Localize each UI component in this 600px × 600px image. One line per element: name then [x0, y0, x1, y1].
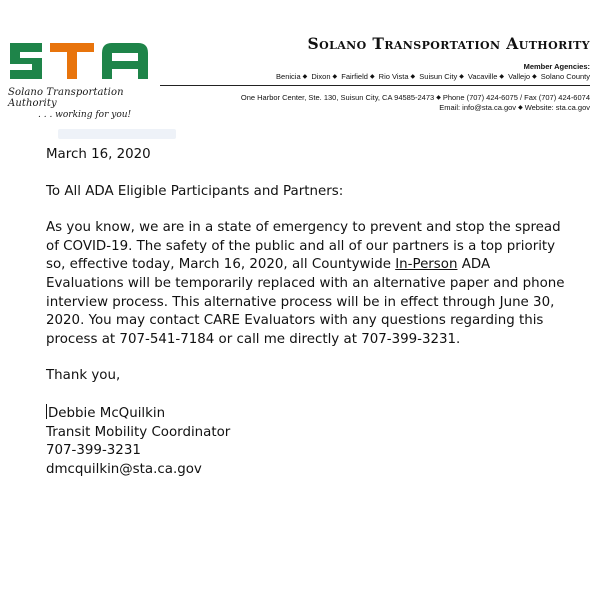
letter-body: [46, 146, 566, 479]
sta-logo: [8, 37, 154, 85]
signature-name: Debbie McQuilkin: [48, 405, 166, 421]
faint-artifact-bar: [58, 129, 176, 139]
logo-caption: [8, 87, 168, 120]
paragraph-text: As you know, we are in a state of emergency to prevent and stop the spread of COVID-19. The safety of the public and all of our partners is a top priority so, effective today, March 16, 2020, all Countywide: [46, 220, 561, 273]
text-cursor-icon: [46, 404, 47, 419]
diamond-separator-icon: ◆: [410, 74, 416, 80]
member-agency: Benicia: [276, 72, 301, 81]
member-agencies-list: [276, 72, 590, 81]
diamond-separator-icon: ◆: [436, 95, 441, 101]
sta-logo-mark: [8, 37, 154, 85]
diamond-separator-icon: ◆: [518, 105, 523, 111]
diamond-separator-icon: ◆: [459, 74, 464, 80]
phone-fax: Phone (707) 424-6075 / Fax (707) 424-6074: [442, 93, 590, 102]
logo-motto: . . . working for you!: [38, 110, 132, 120]
member-agency: Fairfield: [341, 72, 368, 81]
contact-line: [439, 103, 590, 112]
paragraph-underlined-text: In-Person: [395, 257, 458, 273]
signature-phone: 707-399-3231: [46, 443, 141, 459]
logo-tagline: Solano Transportation Authority: [8, 87, 124, 109]
diamond-separator-icon: ◆: [302, 74, 308, 80]
letter-date: March 16, 2020: [46, 147, 151, 162]
letter-salutation: To All ADA Eligible Participants and Partners:: [46, 183, 344, 199]
member-agency: Dixon: [311, 72, 331, 81]
signature-email[interactable]: dmcquilkin@sta.ca.gov: [46, 461, 202, 477]
paragraph-text: ADA Evaluations will be temporarily replaced with an alternative paper and phone interview process. This alternative process will be in effect through June 30, 2020. You may contact CARE Evaluators with any questions regarding this process at 707-541-7184 or call me directly at 707-399-3231.: [46, 257, 565, 347]
member-agency: Rio Vista: [378, 72, 409, 81]
member-agency: Suisun City: [419, 72, 458, 81]
diamond-separator-icon: ◆: [332, 74, 338, 80]
signature-title: Transit Mobility Coordinator: [46, 424, 231, 440]
header-divider: [160, 85, 590, 86]
diamond-separator-icon: ◆: [532, 74, 537, 80]
member-agency: Solano County: [540, 72, 590, 81]
letter-paragraph: [46, 219, 566, 349]
diamond-separator-icon: ◆: [369, 74, 375, 80]
org-website[interactable]: Website: sta.ca.gov: [524, 103, 590, 112]
signature-name-line: [46, 404, 566, 424]
letter-closing: Thank you,: [46, 368, 121, 384]
street-address: One Harbor Center, Ste. 130, Suisun City, CA 94585-2473: [240, 93, 435, 102]
diamond-separator-icon: ◆: [499, 74, 505, 80]
organization-name: Solano Transportation Authority: [307, 34, 590, 53]
member-agencies-label: Member Agencies:: [523, 62, 590, 71]
address-line: [241, 93, 590, 102]
org-email[interactable]: Email: info@sta.ca.gov: [439, 103, 517, 112]
member-agency: Vallejo: [508, 72, 531, 81]
member-agency: Vacaville: [467, 72, 498, 81]
